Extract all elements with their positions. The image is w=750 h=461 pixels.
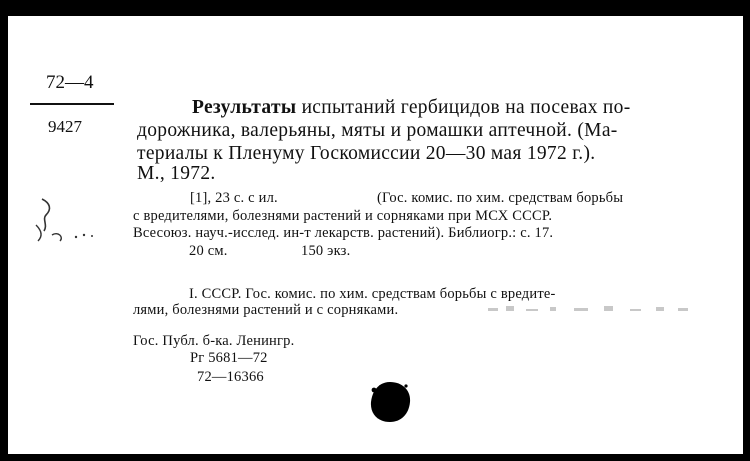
description-copies: 150 экз.	[301, 243, 351, 259]
description-org: (Гос. комис. по хим. средствам борьбы	[377, 190, 624, 206]
description-line-2: с вредителями, болезнями растений и сорняками при МСХ СССР.	[133, 208, 553, 224]
title-lead: Результаты	[192, 97, 297, 118]
library-code: Рг 5681—72	[190, 350, 268, 366]
title-line-2: дорожника, валерьяны, мяты и ромашки аптечной. (Ма-	[137, 120, 618, 141]
title-line-4: М., 1972.	[137, 163, 216, 184]
title-line-3: териалы к Пленуму Госкомиссии 20—30 мая 1972 г.).	[137, 143, 596, 164]
library-line-1: Гос. Публ. б-ка. Ленингр.	[133, 333, 295, 349]
title-line-1	[192, 97, 631, 119]
description-size: 20 см.	[189, 243, 228, 259]
classmark-divider	[30, 103, 114, 105]
ink-blot	[368, 380, 412, 424]
description-line-3: Всесоюз. науч.-исслед. ин-т лекарств. растений). Библиогр.: с. 17.	[133, 225, 554, 241]
handwritten-mark	[30, 195, 100, 245]
classmark: 72—4	[46, 72, 94, 93]
faded-smudge	[484, 300, 694, 320]
library-number: 72—16366	[197, 369, 264, 385]
heading-line-1: I. СССР. Гос. комис. по хим. средствам борьбы с вредите-	[189, 286, 556, 302]
card-top-border	[8, 10, 748, 14]
title-line-1-rest: испытаний гербицидов на посевах по-	[296, 97, 631, 118]
card-number: 9427	[48, 117, 82, 136]
heading-line-2: лями, болезнями растений и с сорняками.	[133, 302, 399, 318]
description-pages: [1], 23 с. с ил.	[190, 190, 278, 206]
